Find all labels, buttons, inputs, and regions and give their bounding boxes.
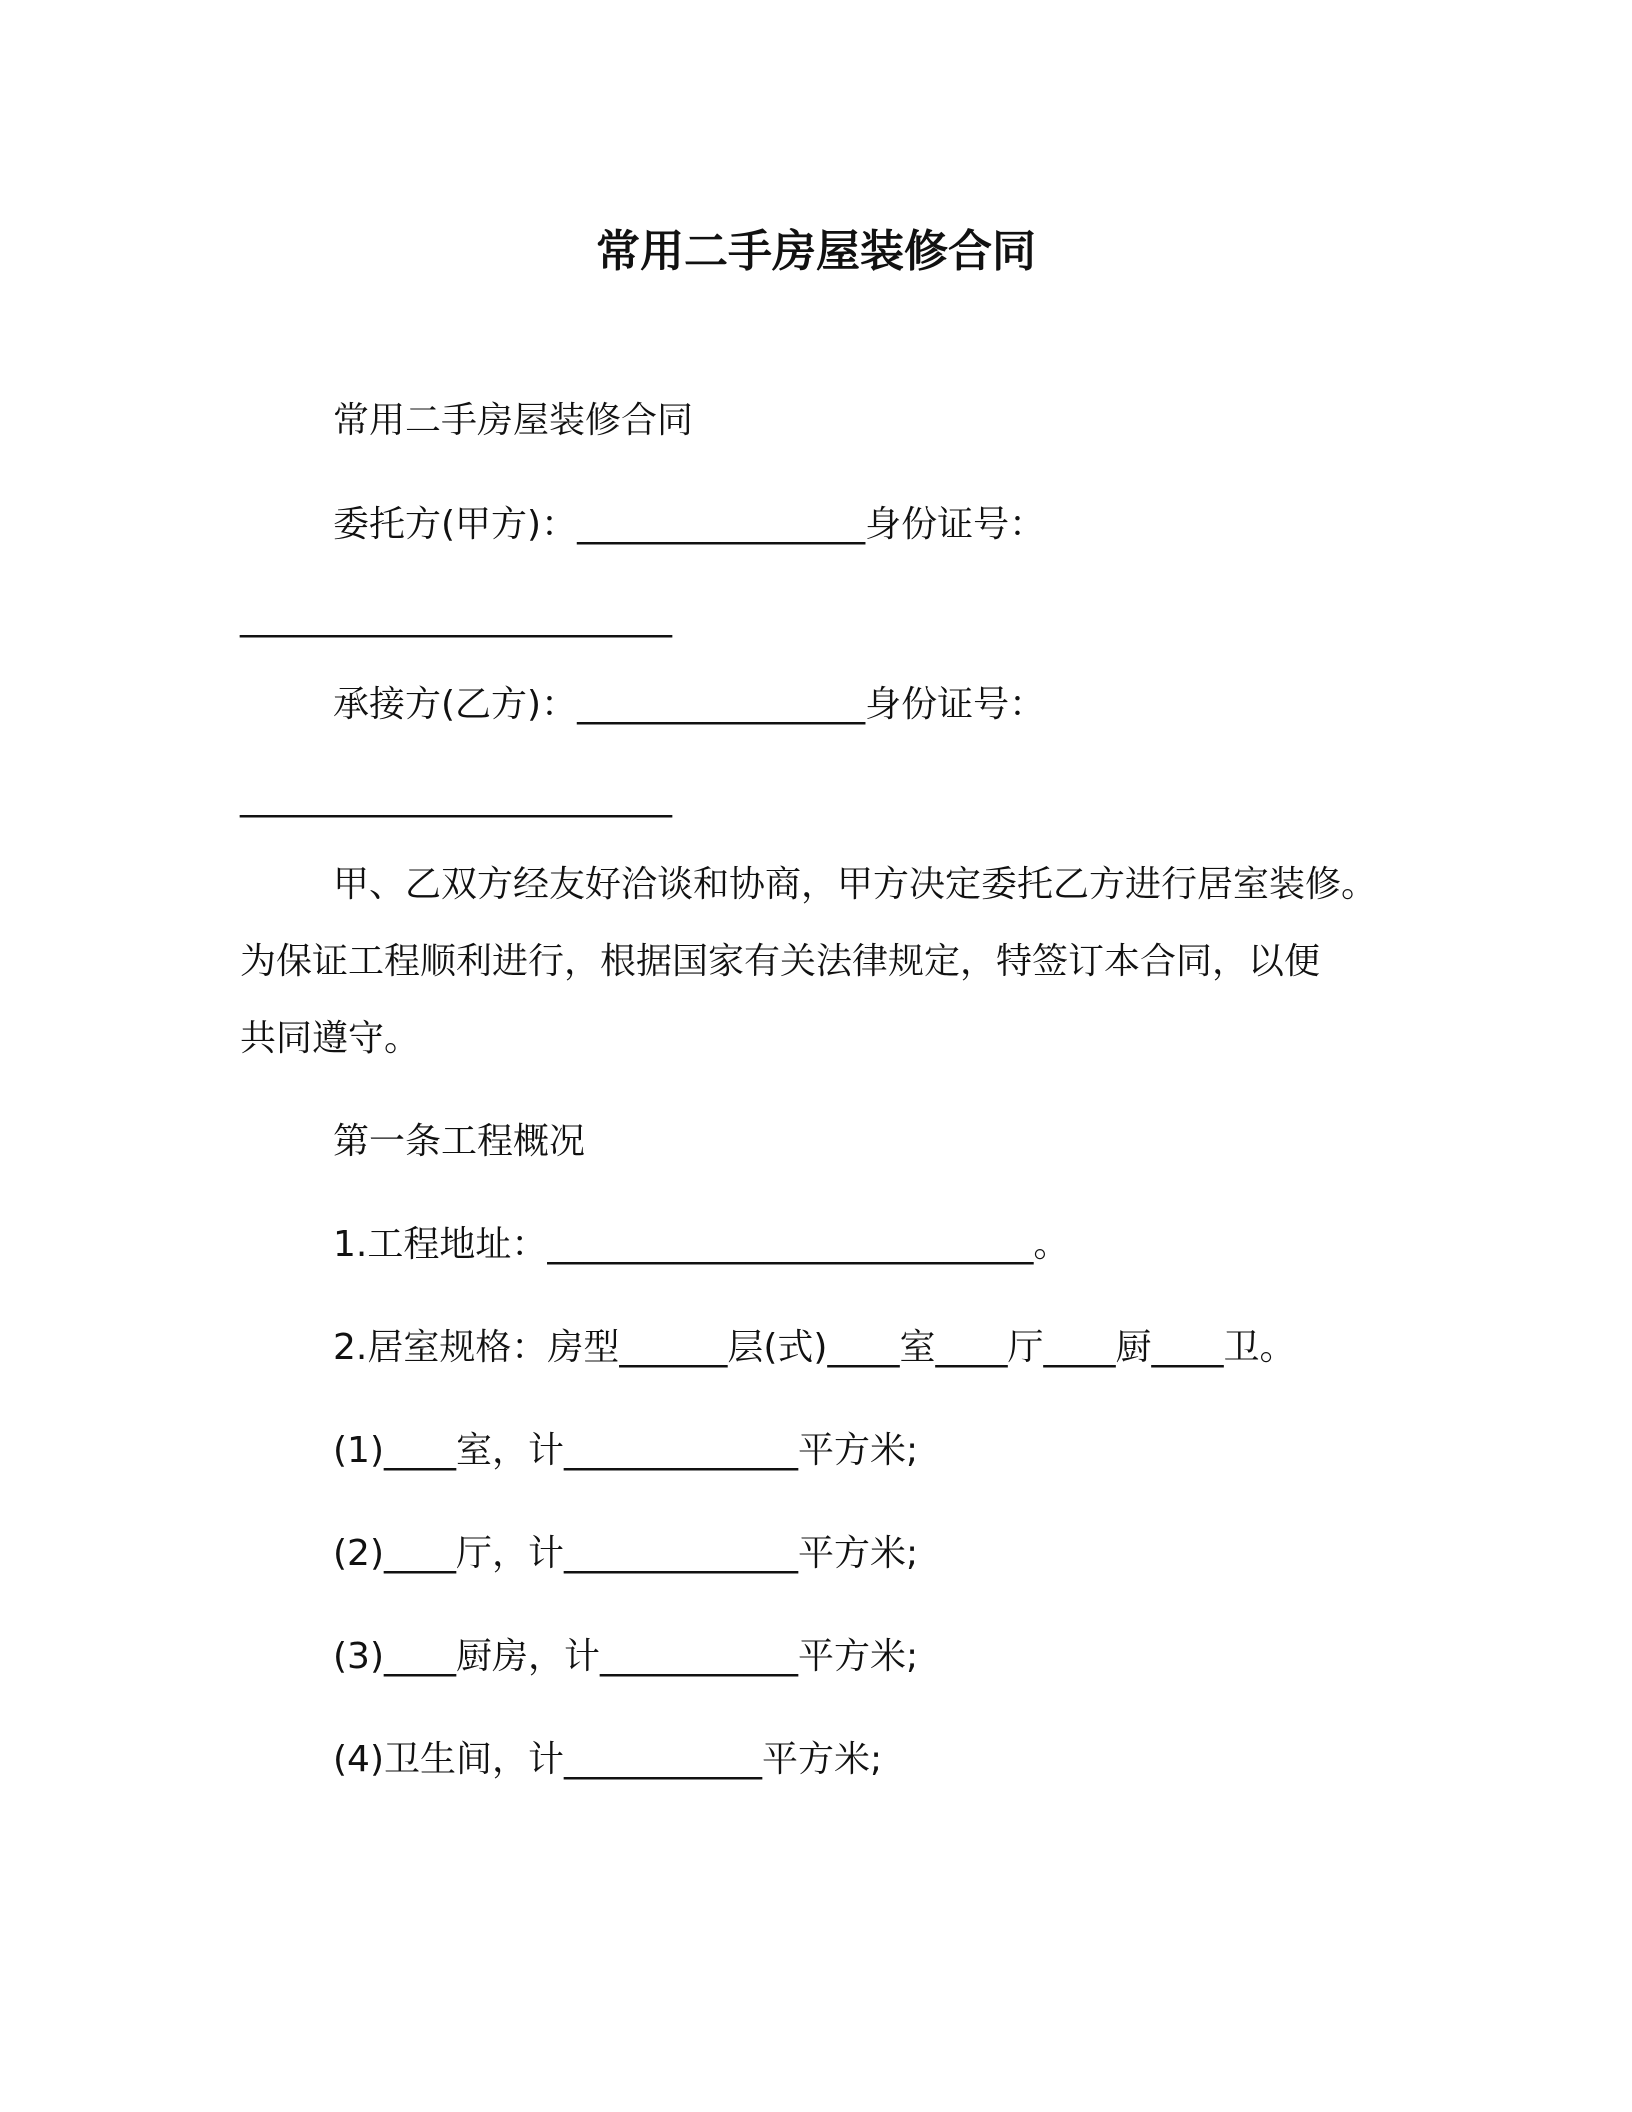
article-1-item-bathroom: (4)卫生间，计___________平方米; — [333, 1739, 883, 1780]
article-1-item-layout: 2.居室规格：房型______层(式)____室____厅____厨____卫。 — [333, 1327, 1296, 1368]
article-1-item-rooms: (1)____室，计_____________平方米; — [333, 1430, 919, 1471]
party-b-line: 承接方(乙方)：________________身份证号： — [333, 684, 1046, 725]
article-1-item-kitchen: (3)____厨房，计___________平方米; — [333, 1636, 919, 1677]
party-a-line: 委托方(甲方)：________________身份证号： — [333, 504, 1046, 545]
preamble-line-1: 甲、乙双方经友好洽谈和协商，甲方决定委托乙方进行居室装修。 — [333, 864, 1378, 905]
party-b-id-blank: ________________________ — [240, 777, 672, 818]
document-title: 常用二手房屋装修合同 — [596, 226, 1036, 277]
article-1-item-halls: (2)____厅，计_____________平方米; — [333, 1533, 919, 1574]
party-a-id-blank: ________________________ — [240, 597, 672, 638]
article-1-heading: 第一条工程概况 — [333, 1121, 586, 1162]
contract-subtitle: 常用二手房屋装修合同 — [333, 400, 694, 441]
article-1-item-address: 1.工程地址：___________________________。 — [333, 1224, 1070, 1265]
preamble-line-2: 为保证工程顺利进行，根据国家有关法律规定，特签订本合同，以便 — [240, 941, 1321, 982]
preamble-line-3: 共同遵守。 — [240, 1018, 421, 1059]
